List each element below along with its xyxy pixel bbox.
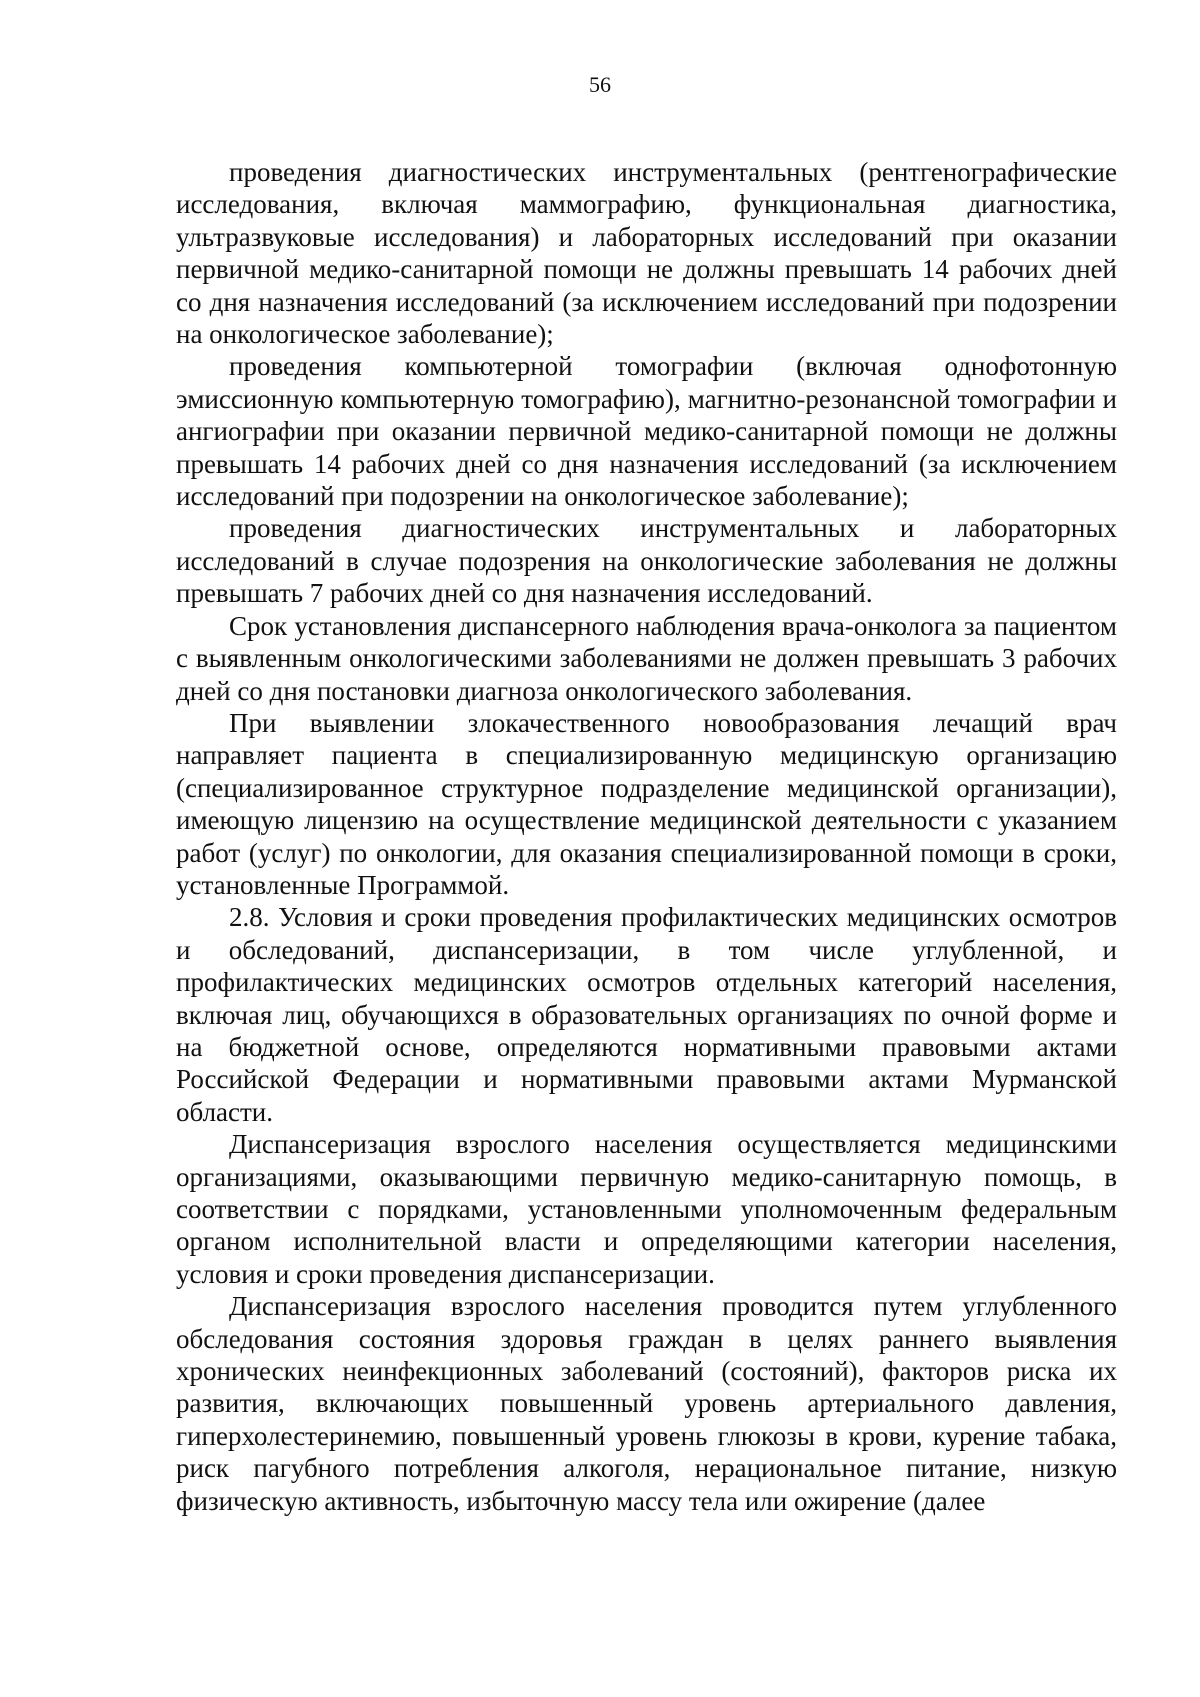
page-number: 56 xyxy=(589,72,611,97)
paragraph: проведения диагностических инструментальных (рентгенографические исследования, включая маммографию, функциональная диагностика, ультразвуковые исследования) и лабораторных исследований при оказании первичной медико-санитарной помощи не должны превышать 14 рабочих дней со дня назначения исследований (за исключением исследований при подозрении на онкологическое заболевание); xyxy=(176,157,1117,350)
paragraph: проведения диагностических инструментальных и лабораторных исследований в случае подозрения на онкологические заболевания не должны превышать 7 рабочих дней со дня назначения исследований. xyxy=(176,513,1117,609)
paragraph: Диспансеризация взрослого населения проводится путем углубленного обследования состояния здоровья граждан в целях раннего выявления хронических неинфекционных заболеваний (состояний), факторов риска их развития, включающих повышенный уровень артериального давления, гиперхолестеринемию, повышенный уровень глюкозы в крови, курение табака, риск пагубного потребления алкоголя, нерациональное питание, низкую физическую активность, избыточную массу тела или ожирение (далее xyxy=(176,1291,1117,1516)
paragraph: При выявлении злокачественного новообразования лечащий врач направляет пациента в специализированную медицинскую организацию (специализированное структурное подразделение медицинской организации), имеющую лицензию на осуществление медицинской деятельности с указанием работ (услуг) по онкологии, для оказания специализированной помощи в сроки, установленные Программой. xyxy=(176,707,1117,900)
paragraph: 2.8. Условия и сроки проведения профилактических медицинских осмотров и обследований, диспансеризации, в том числе углубленной, и профилактических медицинских осмотров отдельных категорий населения, включая лиц, обучающихся в образовательных организациях по очной форме и на бюджетной основе, определяются нормативными правовыми актами Российской Федерации и нормативными правовыми актами Мурманской области. xyxy=(176,902,1117,1127)
paragraph: Срок установления диспансерного наблюдения врача-онколога за пациентом с выявленным онкологическими заболеваниями не должен превышать 3 рабочих дней со дня постановки диагноза онкологического заболевания. xyxy=(176,610,1117,706)
document-body xyxy=(176,156,1117,1517)
paragraph: Диспансеризация взрослого населения осуществляется медицинскими организациями, оказывающими первичную медико-санитарную помощь, в соответствии с порядками, установленными уполномоченным федеральным органом исполнительной власти и определяющими категории населения, условия и сроки проведения диспансеризации. xyxy=(176,1129,1117,1289)
paragraph: проведения компьютерной томографии (включая однофотонную эмиссионную компьютерную томографию), магнитно-резонансной томографии и ангиографии при оказании первичной медико-санитарной помощи не должны превышать 14 рабочих дней со дня назначения исследований (за исключением исследований при подозрении на онкологическое заболевание); xyxy=(176,351,1117,512)
